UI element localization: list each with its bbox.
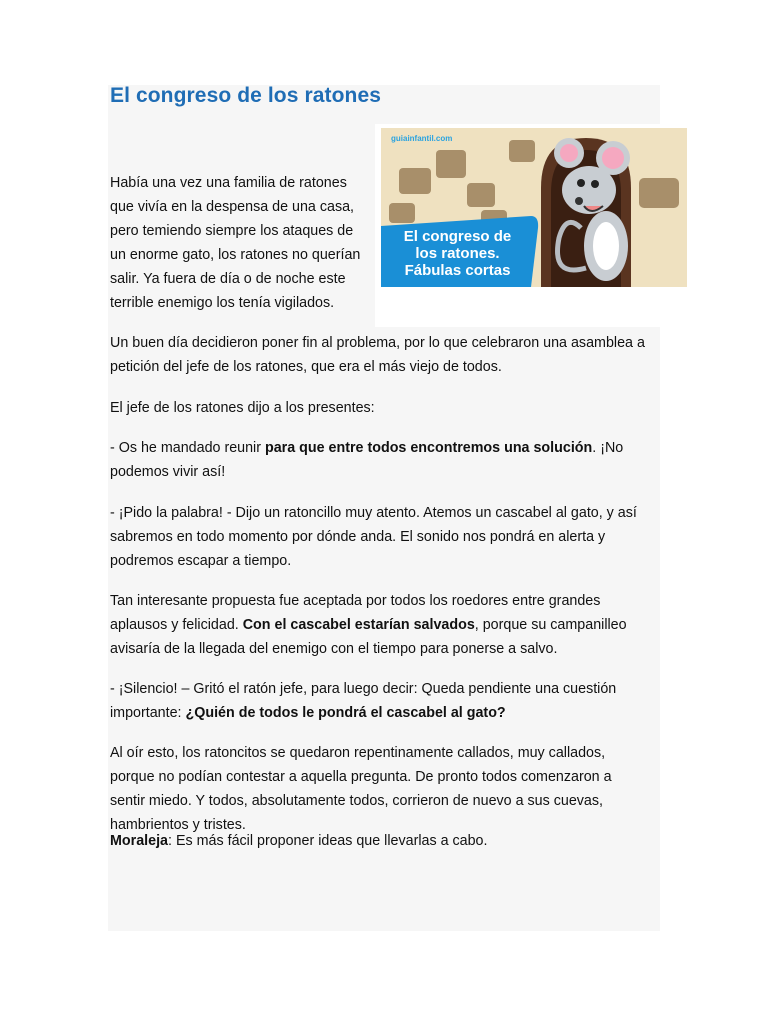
paragraph-7-text-a: - ¡Silencio! – Gritó el ratón jefe, para luego decir: Queda pendiente una cuestión importante: [110,681,617,721]
paragraph-7 [110,677,645,725]
paragraph-6-bold: Con el cascabel estarían salvados [242,617,475,633]
banner-line-2: los ratones. [415,245,500,262]
moral-label: Moraleja [110,833,169,849]
paragraph-5: - ¡Pido la palabra! - Dijo un ratoncillo muy atento. Atemos un cascabel al gato, y así sabremos en todo momento por dónde anda. El sonido nos pondrá en alerta y podremos escapar a tiempo. [110,505,637,569]
site-logo-label: guiainfantil.com [391,134,453,143]
paragraph-4 [110,436,645,484]
paragraph-2: Un buen día decidieron poner fin al problema, por lo que celebraron una asamblea a petición del jefe de los ratones, que era el más viejo de todos. [110,335,645,375]
banner-caption [395,228,520,279]
paragraph-4-text-b: . ¡No podemos vivir así! [110,440,624,480]
paragraph-3: El jefe de los ratones dijo a los presentes: [110,400,375,416]
paragraph-6 [110,589,645,661]
banner-line-3: Fábulas cortas [404,262,511,279]
paragraph-6-text-a: Tan interesante propuesta fue aceptada por todos los roedores entre grandes aplausos y felicidad. [110,593,601,633]
paragraph-4-bold: para que entre todos encontremos una solución [264,440,593,456]
paragraph-7-bold: ¿Quién de todos le pondrá el cascabel al gato? [185,705,506,721]
moral-paragraph [110,829,645,853]
moral-text: : Es más fácil proponer ideas que llevarlas a cabo. [168,833,488,849]
paragraph-8: Al oír esto, los ratoncitos se quedaron repentinamente callados, muy callados, porque no podían contestar a aquella pregunta. De pronto todos comenzaron a sentir miedo. Y todos, absolutamente todos, corrieron de nuevo a sus cuevas, hambrientos y tristes. [110,745,612,833]
paragraph-6-text-b: , porque su campanilleo avisaría de la llegada del enemigo con el tiempo para ponerse a salvo. [110,617,627,657]
paragraph-4-text-a: - Os he mandado reunir [110,440,265,456]
fable-banner-image [381,128,687,287]
paragraph-1: Había una vez una familia de ratones que vivía en la despensa de una casa, pero temiendo siempre los ataques de un enorme gato, los ratones no querían salir. Ya fuera de día o de noche este terrible enemigo los tenía vigilados. [110,175,361,311]
banner-line-1: El congreso de [403,228,512,245]
page-title: El congreso de los ratones [110,84,382,107]
